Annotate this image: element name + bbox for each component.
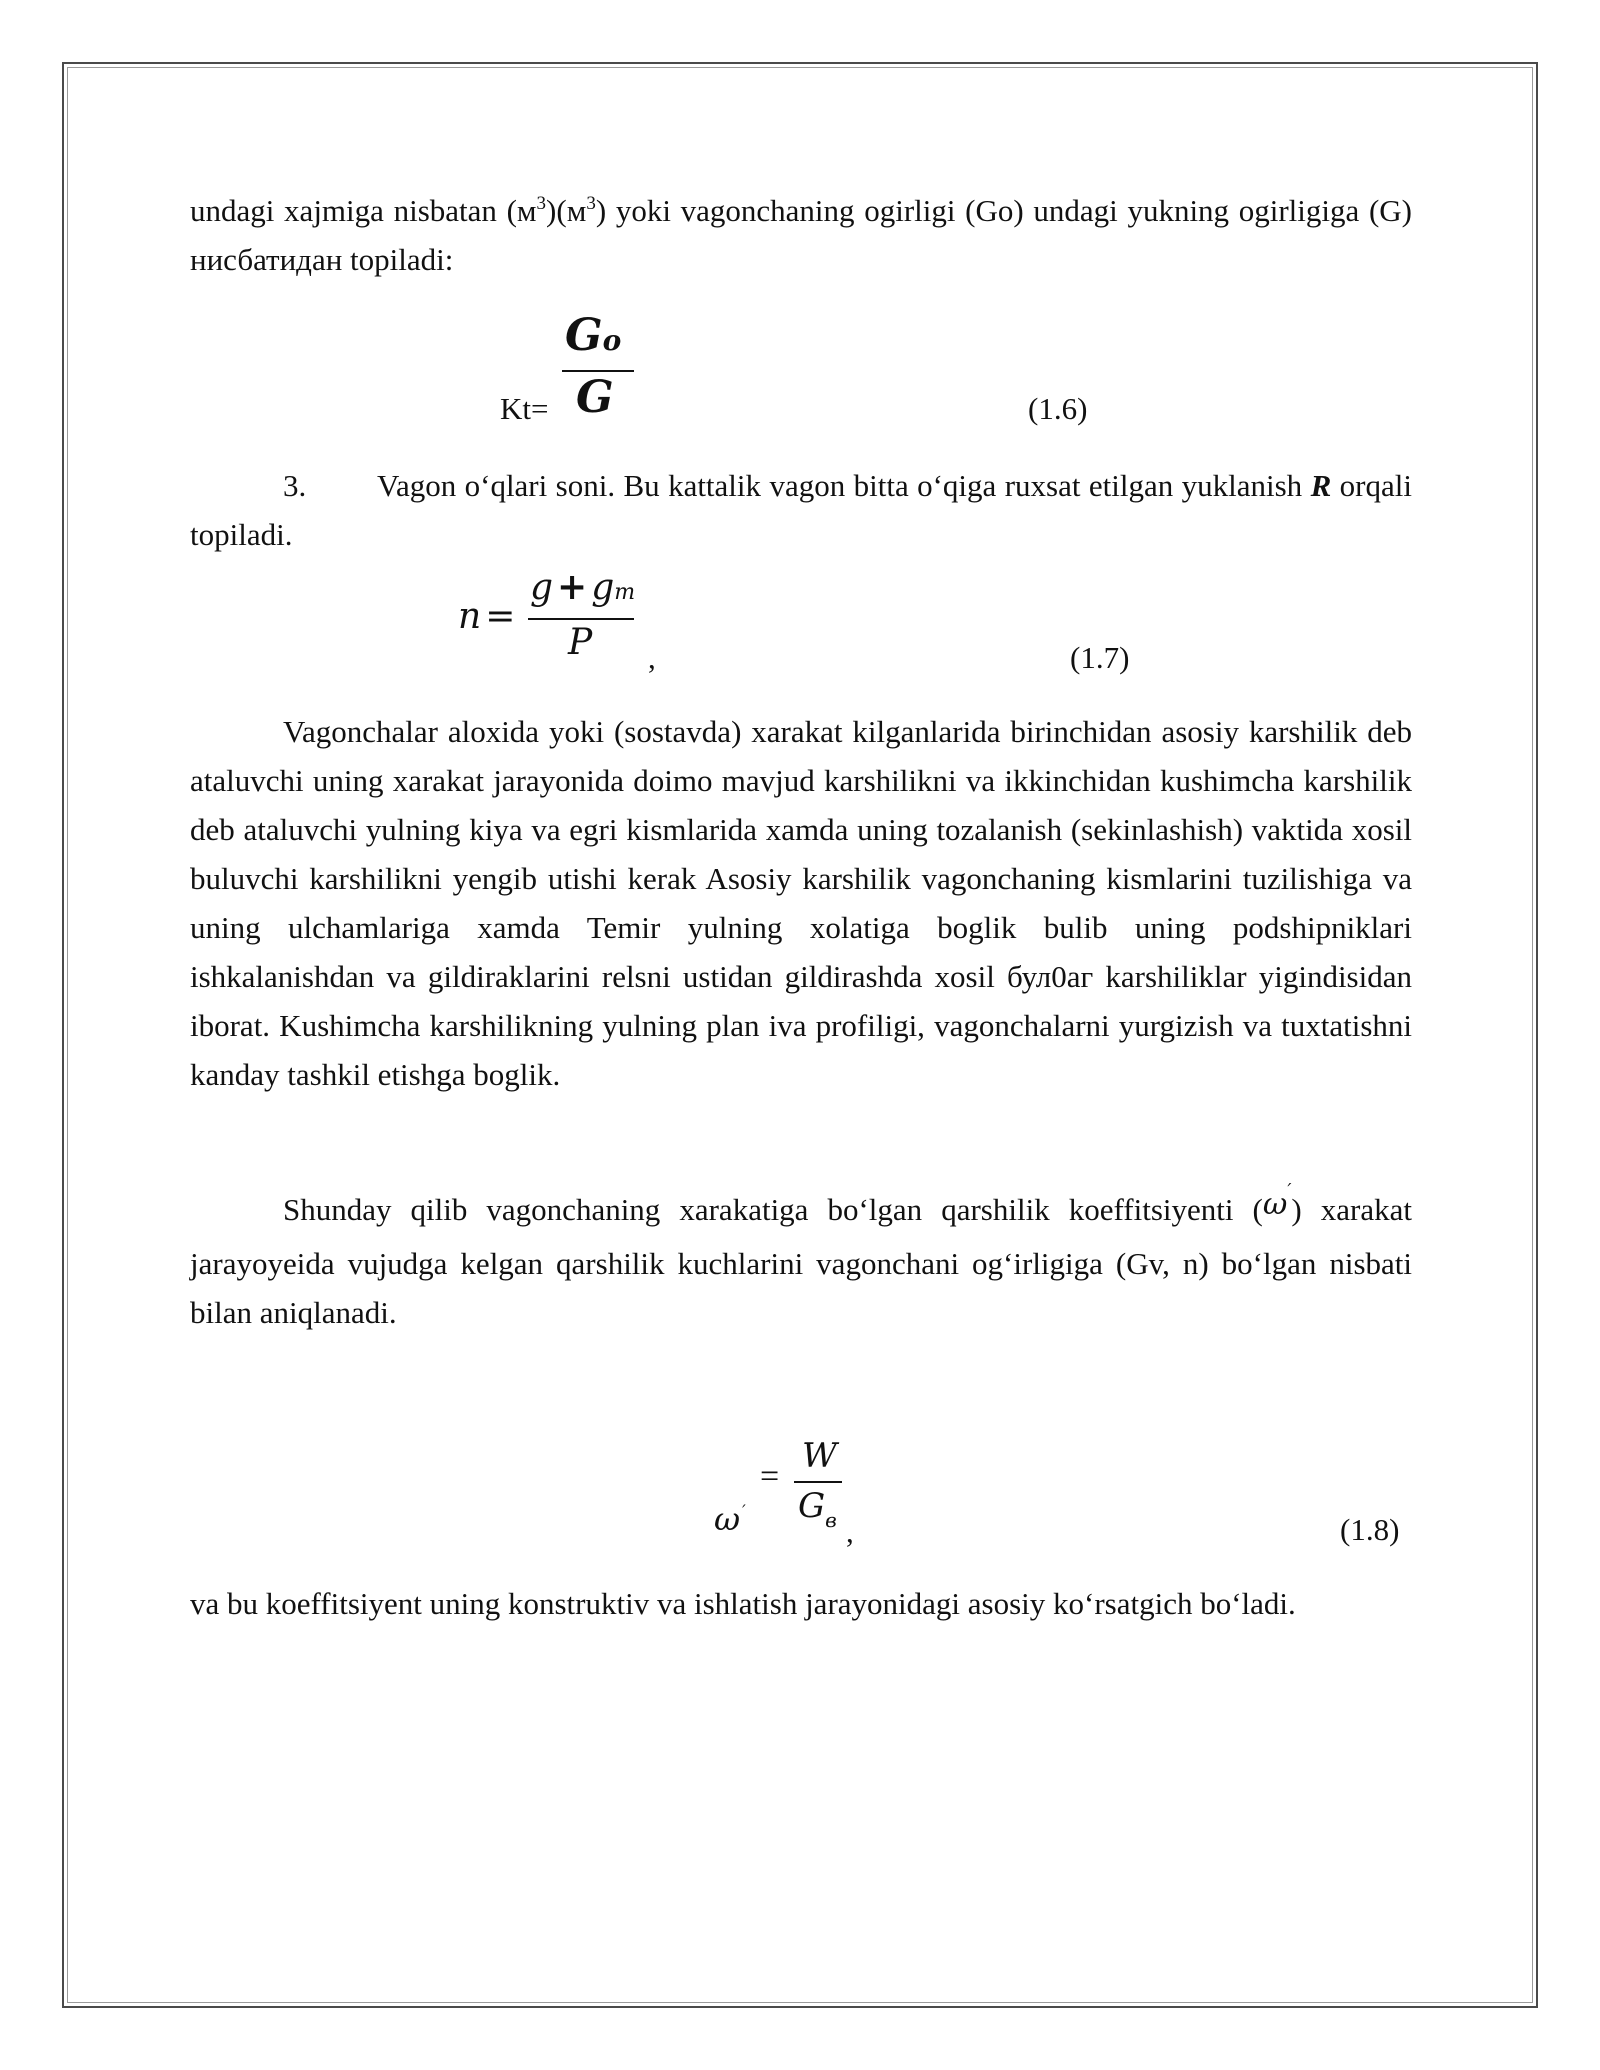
superscript-3: 3 [586, 193, 596, 214]
eq16-number: (1.6) [1028, 391, 1088, 426]
eq17-denominator: P [568, 622, 593, 663]
eq16-numerator: Go [565, 310, 622, 361]
eq17-fraction-line [528, 618, 634, 620]
eq17-lhs: n = [458, 596, 516, 637]
eq17-number: (1.7) [1070, 640, 1130, 675]
eq17-numerator: g + gт [530, 566, 636, 608]
eq16-lhs: Kt= [500, 391, 549, 426]
eq18-denominator: $G_в$ [798, 1486, 837, 1532]
eq17-comma: , [648, 640, 656, 675]
omega-symbol: ω′ [1262, 1180, 1292, 1222]
eq18-number: (1.8) [1340, 1512, 1400, 1547]
eq18-fraction-line [794, 1481, 842, 1483]
paragraph-5: va bu koeffitsiyent uning konstruktiv va ishlatish jarayonidagi asosiy ko‘rsatgich bo‘ladi. [190, 1586, 1296, 1621]
paragraph-2: 3. Vagon o‘qlari soni. Bu kattalik vagon bitta o‘qiga ruxsat etilgan yuklanish R orqali topiladi. [190, 468, 1412, 552]
paragraph-4: Shunday qilib vagonchaning xarakatiga bo‘lgan qarshilik koeffitsiyenti (ω′) xarakat jarayoyeida vujudga kelgan qarshilik kuchlarini vagonchani og‘irligiga (Gv, n) bo‘lgan nisbati bilan aniqlanadi. [190, 1180, 1412, 1330]
paragraph-3: Vagonchalar aloxida yoki (sostavda) xarakat kilganlarida birinchidan asosiy karshilik deb ataluvchi uning xarakat jarayonida doimo mavjud karshilikni va ikkinchidan kushimcha karshilik deb ataluvchi yulning kiya va egri kismlarida xamda uning tozalanish (sekinlashish) vaktida xosil buluvchi karshilikni yengib utishi kerak Asosiy karshilik vagonchaning kismlarini tuzilishiga va uning ulchamlariga xamda Temir yulning xolatiga boglik bulib uning podshipniklari ishkalanishdan va gildiraklarini relsni ustidan gildirashda xosil бул0аг karshiliklar yigindisidan iborat. Kushimcha karshilikning yulning plan iva profiligi, vagonchalarni yurgizish va tuxtatishni kanday tashkil etishga boglik. [190, 714, 1412, 1092]
eq16-denominator: G [576, 372, 614, 423]
eq18-comma: , [846, 1514, 854, 1549]
eq18-lhs: ω ′ [714, 1500, 746, 1538]
eq18-equals: = [760, 1458, 780, 1495]
superscript-3: 3 [536, 193, 547, 214]
eq18-numerator: W [802, 1436, 837, 1476]
paragraph-1: undagi xajmiga nisbatan $(м^3)(м^3)$ yoki vagonchaning ogirligi (Go) undagi yukning ogirligiga (G) нисбатидан topiladi: [190, 193, 1412, 277]
